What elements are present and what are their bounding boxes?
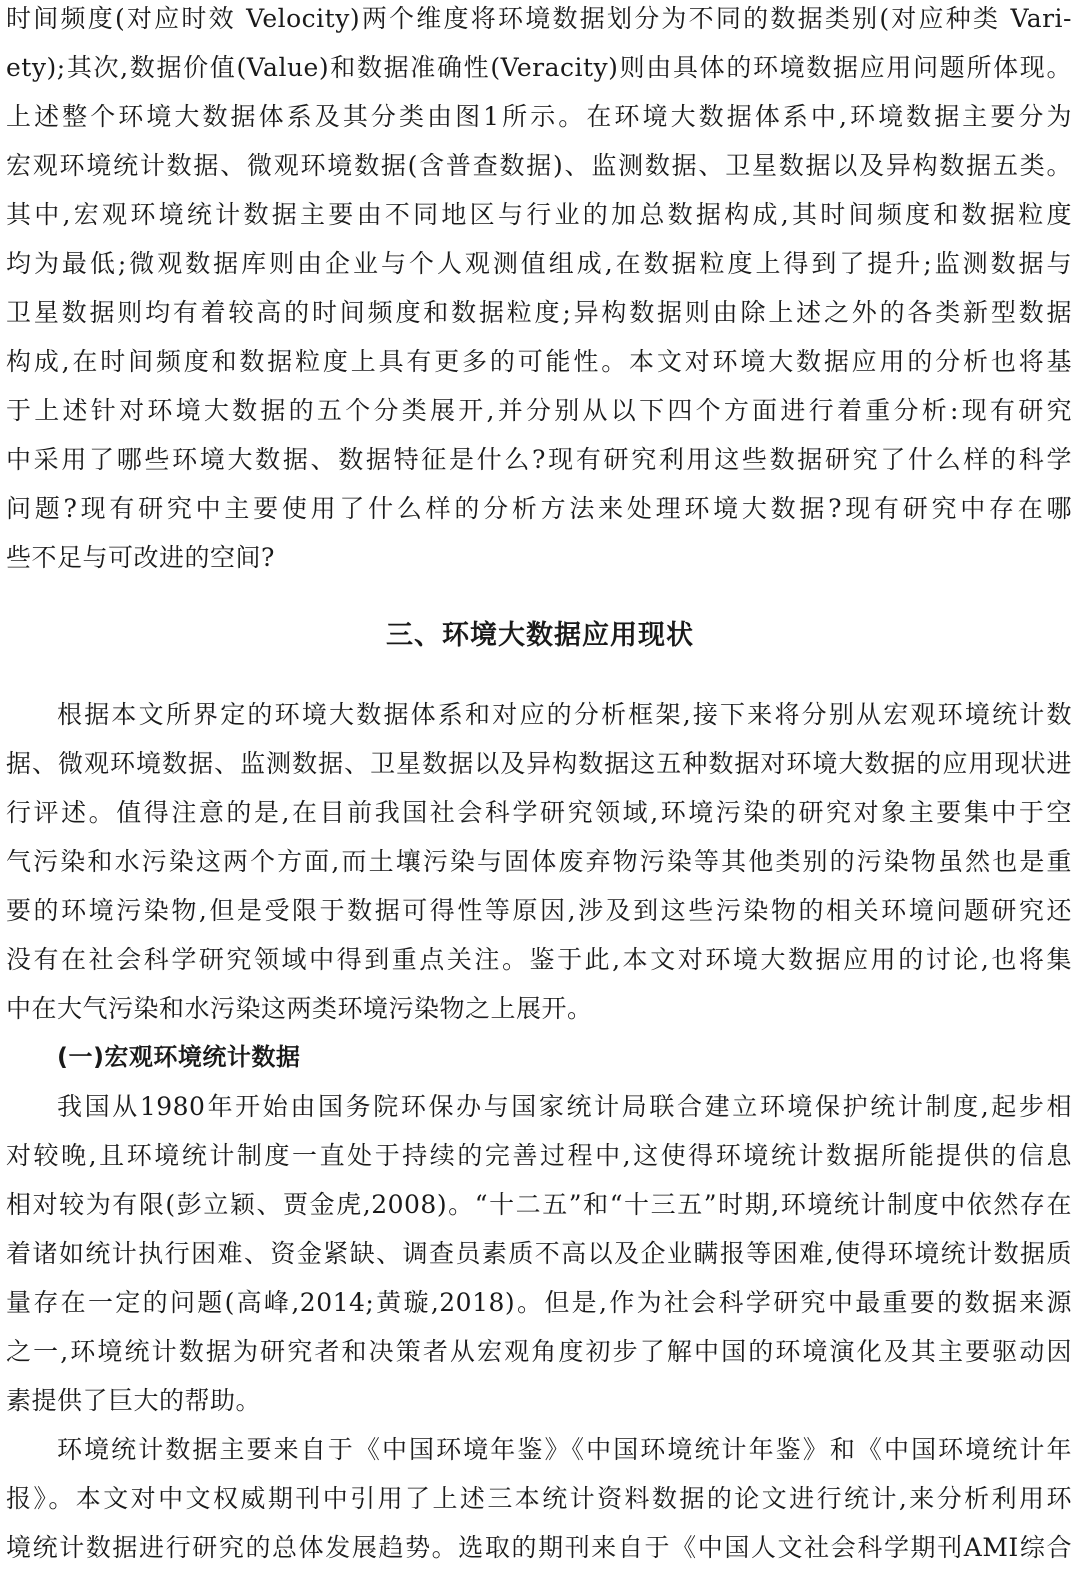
text-line: 宏观环境统计数据、微观环境数据(含普查数据)、监测数据、卫星数据以及异构数据五类。 — [6, 151, 1072, 180]
text-line: 之一,环境统计数据为研究者和决策者从宏观角度初步了解中国的环境演化及其主要驱动因 — [6, 1337, 1072, 1366]
text-line: 据、微观环境数据、监测数据、卫星数据以及异构数据这五种数据对环境大数据的应用现状进 — [6, 749, 1072, 778]
text-line: 素提供了巨大的帮助。 — [6, 1386, 262, 1415]
text-line: 卫星数据则均有着较高的时间频度和数据粒度;异构数据则由除上述之外的各类新型数据 — [6, 298, 1072, 327]
text-line: 对较晚,且环境统计制度一直处于持续的完善过程中,这使得环境统计数据所能提供的信息 — [6, 1141, 1072, 1170]
text-line: 问题?现有研究中主要使用了什么样的分析方法来处理环境大数据?现有研究中存在哪 — [6, 494, 1072, 523]
text-line: 于上述针对环境大数据的五个分类展开,并分别从以下四个方面进行着重分析:现有研究 — [6, 396, 1072, 425]
text-line: 气污染和水污染这两个方面,而土壤污染与固体废弃物污染等其他类别的污染物虽然也是重 — [6, 847, 1072, 876]
text-line: 报》。本文对中文权威期刊中引用了上述三本统计资料数据的论文进行统计,来分析利用环 — [6, 1484, 1072, 1513]
text-line: 要的环境污染物,但是受限于数据可得性等原因,涉及到这些污染物的相关环境问题研究还 — [6, 896, 1072, 925]
text-line: 其中,宏观环境统计数据主要由不同地区与行业的加总数据构成,其时间频度和数据粒度 — [6, 200, 1072, 229]
text-line: 构成,在时间频度和数据粒度上具有更多的可能性。本文对环境大数据应用的分析也将基 — [6, 347, 1072, 376]
text-line: 境统计数据进行研究的总体发展趋势。选取的期刊来自于《中国人文社会科学期刊AMI综合 — [6, 1533, 1072, 1562]
text-line: ety);其次,数据价值(Value)和数据准确性(Veracity)则由具体的环境数据应用问题所体现。 — [6, 53, 1072, 82]
text-line: 些不足与可改进的空间? — [6, 543, 275, 572]
text-line: 着诸如统计执行困难、资金紧缺、调查员素质不高以及企业瞒报等困难,使得环境统计数据质 — [6, 1239, 1072, 1268]
text-line: 量存在一定的问题(高峰,2014;黄璇,2018)。但是,作为社会科学研究中最重要的数据来源 — [6, 1288, 1072, 1317]
section-heading: 三、环境大数据应用现状 — [386, 620, 694, 651]
text-line: 相对较为有限(彭立颖、贾金虎,2008)。“十二五”和“十三五”时期,环境统计制度中依然存在 — [6, 1190, 1072, 1219]
text-line: 上述整个环境大数据体系及其分类由图1所示。在环境大数据体系中,环境数据主要分为 — [6, 102, 1072, 131]
text-line: 均为最低;微观数据库则由企业与个人观测值组成,在数据粒度上得到了提升;监测数据与 — [6, 249, 1072, 278]
subsection-heading: (一)宏观环境统计数据 — [57, 1043, 301, 1071]
text-line: 环境统计数据主要来自于《中国环境年鉴》《中国环境统计年鉴》和《中国环境统计年 — [57, 1435, 1072, 1464]
text-line: 我国从1980年开始由国务院环保办与国家统计局联合建立环境保护统计制度,起步相 — [57, 1092, 1072, 1121]
text-line: 时间频度(对应时效 Velocity)两个维度将环境数据划分为不同的数据类别(对应种类 Vari- — [6, 4, 1072, 33]
text-line: 中在大气污染和水污染这两类环境污染物之上展开。 — [6, 994, 593, 1023]
text-line: 根据本文所界定的环境大数据体系和对应的分析框架,接下来将分别从宏观环境统计数 — [57, 700, 1072, 729]
text-line: 中采用了哪些环境大数据、数据特征是什么?现有研究利用这些数据研究了什么样的科学 — [6, 445, 1072, 474]
text-line: 行评述。值得注意的是,在目前我国社会科学研究领域,环境污染的研究对象主要集中于空 — [6, 798, 1072, 827]
text-line: 没有在社会科学研究领域中得到重点关注。鉴于此,本文对环境大数据应用的讨论,也将集 — [6, 945, 1072, 974]
